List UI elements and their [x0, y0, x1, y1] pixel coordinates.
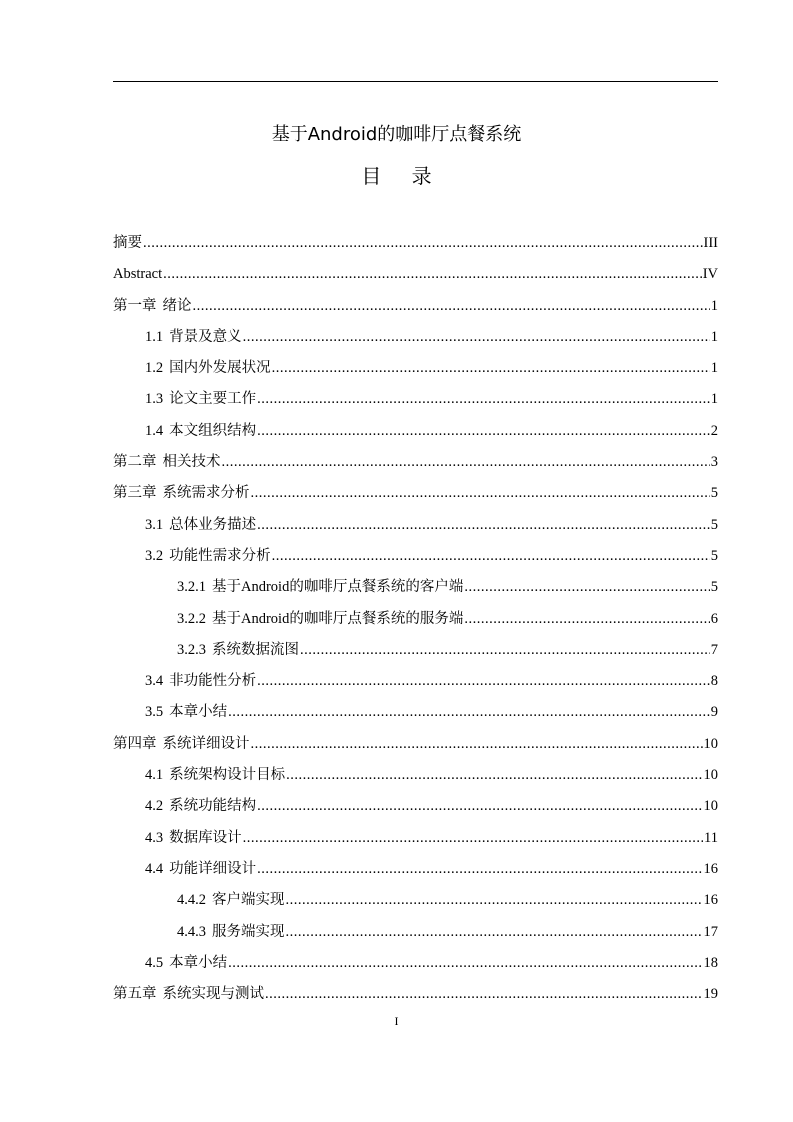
toc-entry-title: 基于Android的咖啡厅点餐系统的客户端 — [212, 579, 464, 596]
toc-entry-title: 客户端实现 — [212, 892, 285, 909]
toc-entry[interactable] — [113, 793, 718, 824]
toc-entry-number: 第一章 — [113, 297, 157, 314]
toc-entry-text — [177, 919, 285, 945]
toc-entry-number: 4.4.3 — [177, 923, 206, 940]
toc-entry-text — [145, 825, 242, 851]
toc-entry[interactable] — [113, 919, 718, 950]
toc-entry[interactable] — [113, 418, 718, 449]
toc-dot-leader — [163, 261, 702, 287]
toc-entry[interactable] — [113, 637, 718, 668]
toc-entry-text — [145, 418, 256, 444]
toc-entry-text — [145, 355, 271, 381]
toc-entry-number: 1.4 — [145, 422, 164, 439]
toc-entry-title: 背景及意义 — [169, 328, 242, 345]
toc-entry[interactable] — [113, 480, 718, 511]
toc-entry-page: 8 — [710, 673, 718, 690]
toc-dot-leader — [286, 919, 703, 945]
toc-dot-leader — [257, 793, 702, 819]
toc-entry[interactable] — [113, 355, 718, 386]
toc-entry-title: 摘要 — [113, 235, 142, 251]
toc-entry-page: 17 — [703, 923, 718, 940]
toc-entry-text — [113, 293, 192, 319]
toc-entry[interactable] — [113, 762, 718, 793]
toc-entry[interactable] — [113, 668, 718, 699]
toc-entry-page: 2 — [710, 422, 718, 439]
toc-dot-leader — [464, 606, 709, 632]
toc-entry-page: 5 — [710, 547, 718, 564]
toc-entry-page: 1 — [710, 297, 718, 314]
toc-entry-title: 本文组织结构 — [169, 422, 257, 439]
toc-entry[interactable] — [113, 699, 718, 730]
toc-entry-number: 4.2 — [145, 798, 164, 815]
toc-entry-number: 1.1 — [145, 328, 164, 345]
toc-entry-text — [113, 449, 221, 475]
toc-dot-leader — [286, 887, 703, 913]
toc-dot-leader — [272, 355, 710, 381]
toc-dot-leader — [257, 668, 710, 694]
toc-dot-leader — [300, 637, 710, 663]
toc-entry-page: 3 — [710, 454, 718, 471]
toc-entry-page: 18 — [703, 954, 718, 971]
toc-dot-leader — [464, 574, 709, 600]
toc-entry-text — [177, 606, 463, 632]
toc-entry-title: 系统数据流图 — [212, 641, 299, 658]
toc-entry-text — [145, 856, 256, 882]
toc-entry-page: 6 — [710, 610, 718, 627]
toc-entry-number: 第五章 — [113, 986, 157, 1003]
toc-entry-text — [113, 230, 142, 256]
toc-entry-title: 绪论 — [162, 297, 192, 314]
toc-dot-leader — [251, 731, 703, 757]
toc-entry-page: 10 — [703, 735, 718, 752]
toc-entry-number: 3.5 — [145, 704, 164, 721]
toc-dot-leader — [251, 480, 710, 506]
toc-entry-page: 1 — [710, 360, 718, 377]
page-number: I — [394, 1014, 399, 1028]
toc-heading: 目 录 — [361, 164, 444, 188]
header-rule — [113, 81, 718, 82]
toc-entry-title: 系统详细设计 — [162, 735, 250, 752]
toc-entry-title: 系统功能结构 — [169, 798, 257, 815]
toc-entry-number: 3.2.3 — [177, 641, 206, 658]
toc-entry-text — [177, 887, 285, 913]
toc-entry-number: 第二章 — [113, 454, 157, 471]
toc-entry[interactable] — [113, 449, 718, 480]
toc-dot-leader — [193, 293, 710, 319]
toc-entry-page: 5 — [710, 485, 718, 502]
toc-entry-page: 7 — [710, 641, 718, 658]
toc-entry-number: 3.4 — [145, 673, 164, 690]
toc-entry-number: 第四章 — [113, 735, 157, 752]
toc-entry-text — [145, 386, 256, 412]
toc-entry-page: 5 — [710, 516, 718, 533]
toc-entry-text — [145, 668, 256, 694]
toc-entry-text — [113, 981, 264, 1007]
toc-entry-number: 3.2 — [145, 547, 164, 564]
toc-entry-page: 10 — [703, 798, 718, 815]
toc-entry-title: 国内外发展状况 — [169, 360, 271, 377]
toc-entry-text — [145, 699, 227, 725]
toc-entry-title: 本章小结 — [169, 704, 228, 721]
toc-entry-title: 非功能性分析 — [169, 673, 257, 690]
toc-entry-text — [145, 762, 285, 788]
toc-entry-title: 服务端实现 — [212, 923, 285, 940]
toc-dot-leader — [257, 418, 710, 444]
toc-entry-text — [145, 512, 256, 538]
toc-entry-title: 相关技术 — [162, 454, 221, 471]
toc-entry[interactable] — [113, 512, 718, 543]
toc-entry[interactable] — [113, 856, 718, 887]
toc-entry[interactable] — [113, 606, 718, 637]
toc-entry-number: 4.3 — [145, 829, 164, 846]
toc-entry-title: 基于Android的咖啡厅点餐系统的服务端 — [212, 610, 464, 627]
toc-entry[interactable] — [113, 293, 718, 324]
toc-entry-title: 系统实现与测试 — [162, 986, 264, 1003]
toc-entry-page: 19 — [703, 986, 718, 1003]
toc-entry-page: 1 — [710, 328, 718, 345]
toc-entry-number: 1.2 — [145, 360, 164, 377]
toc-entry-number: 第三章 — [113, 485, 157, 502]
toc-dot-leader — [143, 230, 703, 256]
toc-entry-title: 系统需求分析 — [162, 485, 250, 502]
toc-entry[interactable] — [113, 543, 718, 574]
toc-entry[interactable] — [113, 324, 718, 355]
toc-entry[interactable] — [113, 230, 718, 261]
toc-dot-leader — [228, 699, 710, 725]
toc-entry[interactable] — [113, 386, 718, 417]
toc-dot-leader — [243, 324, 710, 350]
table-of-contents — [113, 230, 718, 1012]
toc-entry-text — [145, 324, 242, 350]
toc-entry-page: 16 — [703, 892, 718, 909]
toc-entry-number: 3.1 — [145, 516, 164, 533]
toc-entry-text — [145, 793, 256, 819]
toc-dot-leader — [286, 762, 702, 788]
toc-entry-text — [113, 261, 162, 287]
toc-entry-text — [177, 574, 463, 600]
toc-dot-leader — [265, 981, 703, 1007]
toc-entry-page: 16 — [703, 860, 718, 877]
toc-entry-title: 数据库设计 — [169, 829, 242, 846]
toc-entry-title: 功能性需求分析 — [169, 547, 271, 564]
toc-entry-number: 1.3 — [145, 391, 164, 408]
toc-entry-number: 4.4.2 — [177, 892, 206, 909]
toc-entry-number: 4.1 — [145, 767, 164, 784]
toc-dot-leader — [257, 386, 710, 412]
toc-entry-page: 1 — [710, 391, 718, 408]
toc-dot-leader — [257, 856, 702, 882]
toc-entry[interactable] — [113, 731, 718, 762]
toc-entry-number: 4.5 — [145, 954, 164, 971]
toc-entry[interactable] — [113, 887, 718, 918]
toc-entry[interactable] — [113, 261, 718, 292]
toc-entry-number: 3.2.1 — [177, 579, 206, 596]
toc-entry-page: III — [703, 235, 718, 251]
toc-entry-title: 本章小结 — [169, 954, 228, 971]
toc-entry-text — [113, 480, 250, 506]
toc-entry-page: 10 — [703, 767, 718, 784]
document-title: 基于Android的咖啡厅点餐系统 — [271, 124, 522, 145]
toc-entry-text — [145, 543, 271, 569]
toc-entry-text — [177, 637, 299, 663]
toc-entry-text — [113, 731, 250, 757]
toc-dot-leader — [243, 825, 703, 851]
toc-entry-title: 功能详细设计 — [169, 860, 257, 877]
toc-entry-page: IV — [702, 266, 718, 283]
toc-entry-title: 总体业务描述 — [169, 516, 257, 533]
toc-entry[interactable] — [113, 950, 718, 981]
toc-entry[interactable] — [113, 574, 718, 605]
toc-entry-page: 11 — [704, 829, 718, 846]
toc-entry-text — [145, 950, 227, 976]
toc-dot-leader — [228, 950, 702, 976]
toc-dot-leader — [272, 543, 710, 569]
toc-entry-title: 论文主要工作 — [169, 391, 257, 408]
toc-dot-leader — [222, 449, 710, 475]
toc-entry-title: Abstract — [113, 266, 163, 283]
toc-entry[interactable] — [113, 981, 718, 1012]
toc-entry-number: 3.2.2 — [177, 610, 206, 627]
toc-entry[interactable] — [113, 825, 718, 856]
toc-entry-page: 5 — [710, 579, 718, 596]
toc-entry-page: 9 — [710, 704, 718, 721]
toc-entry-title: 系统架构设计目标 — [169, 767, 286, 784]
toc-dot-leader — [257, 512, 710, 538]
toc-entry-number: 4.4 — [145, 860, 164, 877]
